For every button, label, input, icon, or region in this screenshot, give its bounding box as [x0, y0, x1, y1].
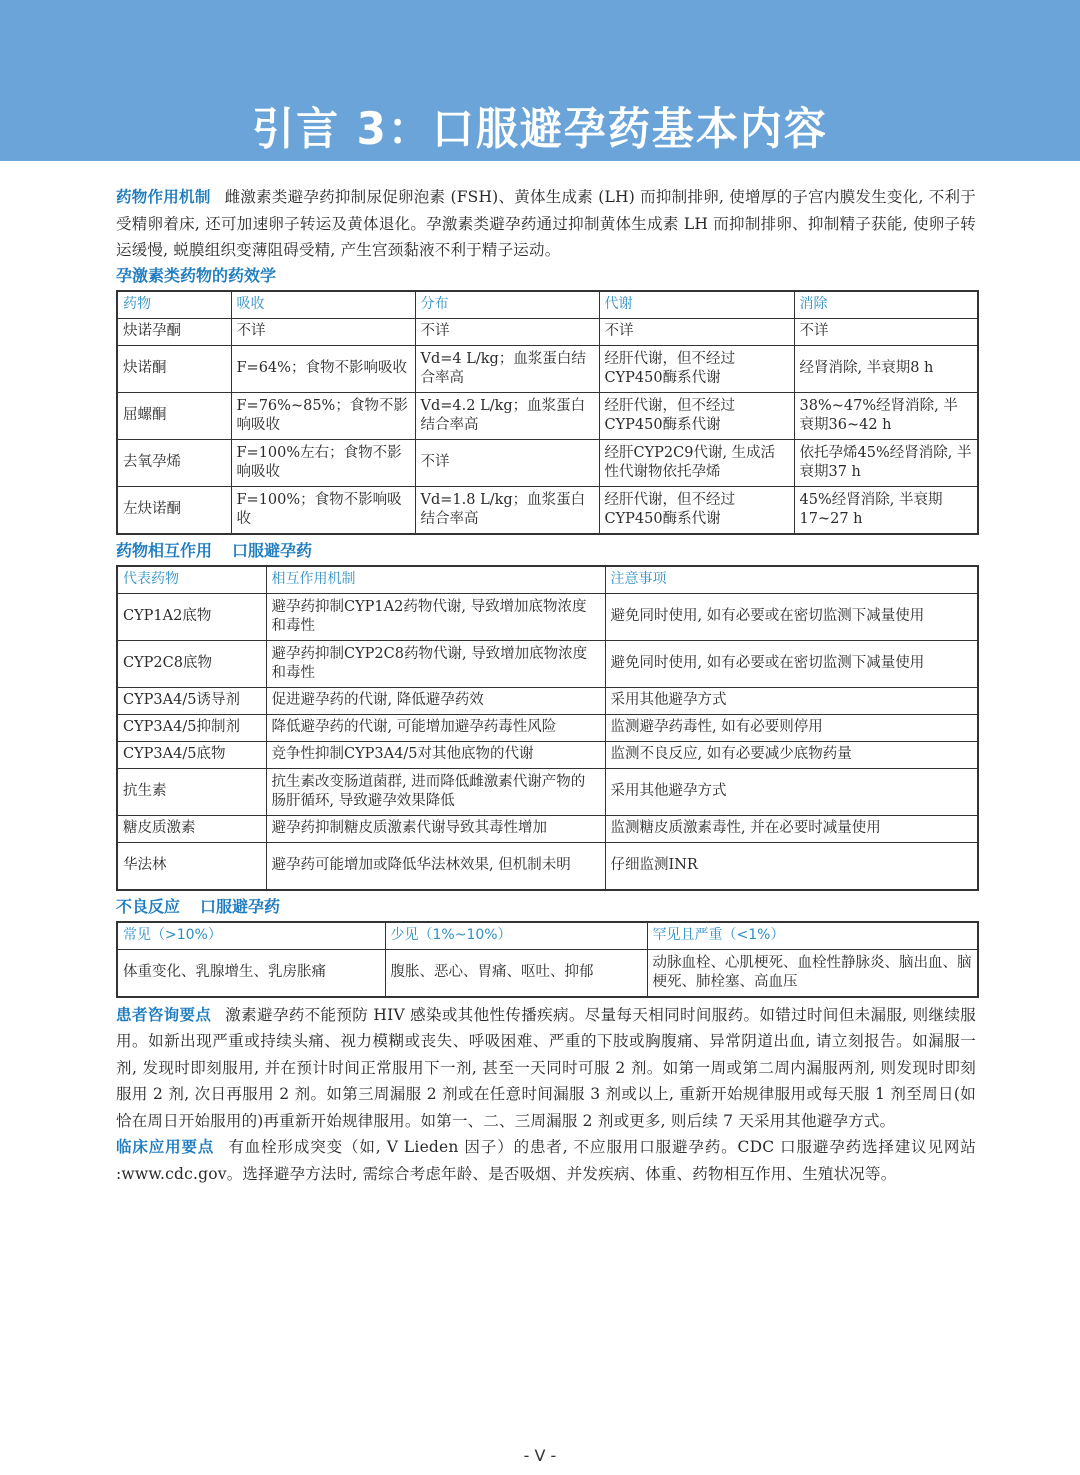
uncommon-cell: 腹胀、恶心、胃痛、呕吐、抑郁: [385, 949, 647, 997]
absorption-cell: F=64%；食物不影响吸收: [231, 345, 415, 392]
table-row: [117, 741, 978, 768]
adverse-title-main: 不良反应: [116, 896, 181, 916]
table-row: [117, 815, 978, 842]
header-cell-common: 常见（>10%）: [117, 922, 385, 950]
interactions-title: [116, 539, 976, 563]
header-cell-uncommon: 少见（1%~10%）: [385, 922, 647, 950]
header-cell: 代表药物: [117, 566, 266, 594]
adverse-title: [116, 895, 976, 919]
table-header-row: [117, 291, 978, 319]
drug-cell: 抗生素: [117, 768, 266, 815]
drug-cell: CYP1A2底物: [117, 593, 266, 640]
pharmacokinetics-title: 孕激素类药物的药效学: [116, 265, 277, 285]
elimination-cell: 经肾消除, 半衰期8 h: [794, 345, 978, 392]
note-cell: 采用其他避孕方式: [605, 768, 978, 815]
mechanism-text: 雌激素类避孕药抑制尿促卵泡素 (FSH)、黄体生成素 (LH) 而抑制排卵, 使增厚的子宫内膜发生变化, 不利于受精卵着床, 还可加速卵子转运及黄体退化。孕激素类避孕药通过抑制黄体生成素 LH 而抑制排卵、抑制精子获能, 使卵子转运缓慢, 蜕膜组织变薄阻碍受精, 产生宫颈黏液不利于精子运动。: [116, 188, 976, 259]
interactions-title-main: 药物相互作用: [116, 540, 213, 560]
mechanism-cell: 降低避孕药的代谢, 可能增加避孕药毒性风险: [266, 714, 605, 741]
mechanism-cell: 促进避孕药的代谢, 降低避孕药效: [266, 687, 605, 714]
table-row: [117, 687, 978, 714]
table-row: [117, 842, 978, 890]
drug-cell: 炔诺酮: [117, 345, 231, 392]
header-cell: 分布: [415, 291, 599, 319]
page-title: 引言 3：口服避孕药基本内容: [252, 102, 828, 155]
clinical-text: 有血栓形成突变（如, V Lieden 因子）的患者, 不应服用口服避孕药。CDC 口服避孕药选择建议见网站 :www.cdc.gov。选择避孕方法时, 需综合考虑年龄、是否吸烟、并发疾病、体重、药物相互作用、生殖状况等。: [116, 1138, 976, 1183]
table-header-row: [117, 922, 978, 950]
distribution-cell: Vd=4 L/kg；血浆蛋白结合率高: [415, 345, 599, 392]
common-cell: 体重变化、乳腺增生、乳房胀痛: [117, 949, 385, 997]
elimination-cell: 不详: [794, 318, 978, 345]
drug-cell: 炔诺孕酮: [117, 318, 231, 345]
drug-cell: CYP3A4/5抑制剂: [117, 714, 266, 741]
absorption-cell: F=76%~85%；食物不影响吸收: [231, 392, 415, 439]
mechanism-cell: 避孕药抑制糖皮质激素代谢导致其毒性增加: [266, 815, 605, 842]
metabolism-cell: 不详: [599, 318, 794, 345]
distribution-cell: Vd=1.8 L/kg；血浆蛋白结合率高: [415, 486, 599, 534]
table-row: [117, 714, 978, 741]
elimination-cell: 38%~47%经肾消除, 半衰期36~42 h: [794, 392, 978, 439]
elimination-cell: 45%经肾消除, 半衰期17~27 h: [794, 486, 978, 534]
adverse-title-sub: 口服避孕药: [200, 896, 281, 916]
drug-cell: 左炔诺酮: [117, 486, 231, 534]
table-row: [117, 318, 978, 345]
drug-cell: 屈螺酮: [117, 392, 231, 439]
metabolism-cell: 经肝代谢，但不经过CYP450酶系代谢: [599, 392, 794, 439]
clinical-paragraph: [116, 1134, 976, 1187]
note-cell: 仔细监测INR: [605, 842, 978, 890]
drug-cell: CYP2C8底物: [117, 640, 266, 687]
counseling-lead: 患者咨询要点: [116, 1004, 212, 1024]
mechanism-cell: 避孕药抑制CYP1A2药物代谢, 导致增加底物浓度和毒性: [266, 593, 605, 640]
absorption-cell: F=100%；食物不影响吸收: [231, 486, 415, 534]
table-header-row: [117, 566, 978, 594]
header-cell: 吸收: [231, 291, 415, 319]
header-cell: 药物: [117, 291, 231, 319]
table-row: [117, 486, 978, 534]
page-number: - V -: [523, 1446, 557, 1465]
note-cell: 监测糖皮质激素毒性, 并在必要时减量使用: [605, 815, 978, 842]
header-cell: 消除: [794, 291, 978, 319]
table-row: [117, 949, 978, 997]
interactions-table: [116, 565, 979, 891]
rare-cell: 动脉血栓、心肌梗死、血栓性静脉炎、脑出血、脑梗死、肺栓塞、高血压: [647, 949, 978, 997]
counseling-text: 激素避孕药不能预防 HIV 感染或其他性传播疾病。尽量每天相同时间服药。如错过时间但未漏服, 则继续服用。如新出现严重或持续头痛、视力模糊或丧失、呼吸困难、严重的下肢或胸腹痛、异常阴道出血, 请立刻报告。如漏服一剂, 发现时即刻服用, 并在预计时间正常服用下一剂, 甚至一天同时可服 2 剂。如第一周或第二周内漏服两剂, 则发现时即刻服用 2 剂, 次日再服用 2 剂。如第三周漏服 2 剂或在任意时间漏服 3 剂或以上, 重新开始规律服用或每天服 1 剂至周日(如恰在周日开始服用的)再重新开始规律服用。如第一、二、三周漏服 2 剂或更多, 则后续 7 天采用其他避孕方式。: [116, 1005, 976, 1130]
table-row: [117, 593, 978, 640]
drug-cell: CYP3A4/5诱导剂: [117, 687, 266, 714]
absorption-cell: F=100%左右；食物不影响吸收: [231, 439, 415, 486]
note-cell: 监测不良反应, 如有必要减少底物药量: [605, 741, 978, 768]
mechanism-paragraph: [116, 184, 976, 264]
elimination-cell: 依托孕烯45%经肾消除, 半衰期37 h: [794, 439, 978, 486]
drug-cell: CYP3A4/5底物: [117, 741, 266, 768]
metabolism-cell: 经肝CYP2C9代谢, 生成活性代谢物依托孕烯: [599, 439, 794, 486]
table-row: [117, 439, 978, 486]
distribution-cell: 不详: [415, 439, 599, 486]
pharmacokinetics-table: [116, 290, 979, 535]
mechanism-lead: 药物作用机制: [116, 187, 211, 206]
mechanism-cell: 竞争性抑制CYP3A4/5对其他底物的代谢: [266, 741, 605, 768]
page-content: [116, 184, 976, 1187]
distribution-cell: Vd=4.2 L/kg；血浆蛋白结合率高: [415, 392, 599, 439]
interactions-title-sub: 口服避孕药: [232, 540, 313, 560]
mechanism-cell: 避孕药抑制CYP2C8药物代谢, 导致增加底物浓度和毒性: [266, 640, 605, 687]
note-cell: 监测避孕药毒性, 如有必要则停用: [605, 714, 978, 741]
mechanism-cell: 避孕药可能增加或降低华法林效果, 但机制未明: [266, 842, 605, 890]
absorption-cell: 不详: [231, 318, 415, 345]
header-banner: [0, 0, 1080, 161]
note-cell: 避免同时使用, 如有必要或在密切监测下减量使用: [605, 640, 978, 687]
clinical-lead: 临床应用要点: [116, 1137, 215, 1156]
metabolism-cell: 经肝代谢，但不经过CYP450酶系代谢: [599, 345, 794, 392]
note-cell: 采用其他避孕方式: [605, 687, 978, 714]
header-cell: 注意事项: [605, 566, 978, 594]
header-cell: 代谢: [599, 291, 794, 319]
adverse-reactions-table: [116, 921, 979, 998]
drug-cell: 华法林: [117, 842, 266, 890]
table-row: [117, 640, 978, 687]
header-cell: 相互作用机制: [266, 566, 605, 594]
drug-cell: 去氧孕烯: [117, 439, 231, 486]
table-row: [117, 392, 978, 439]
mechanism-cell: 抗生素改变肠道菌群, 进而降低雌激素代谢产物的肠肝循环, 导致避孕效果降低: [266, 768, 605, 815]
counseling-paragraph: [116, 1002, 976, 1135]
header-cell-rare: 罕见且严重（<1%）: [647, 922, 978, 950]
table-row: [117, 345, 978, 392]
note-cell: 避免同时使用, 如有必要或在密切监测下减量使用: [605, 593, 978, 640]
drug-cell: 糖皮质激素: [117, 815, 266, 842]
metabolism-cell: 经肝代谢，但不经过CYP450酶系代谢: [599, 486, 794, 534]
distribution-cell: 不详: [415, 318, 599, 345]
table-row: [117, 768, 978, 815]
